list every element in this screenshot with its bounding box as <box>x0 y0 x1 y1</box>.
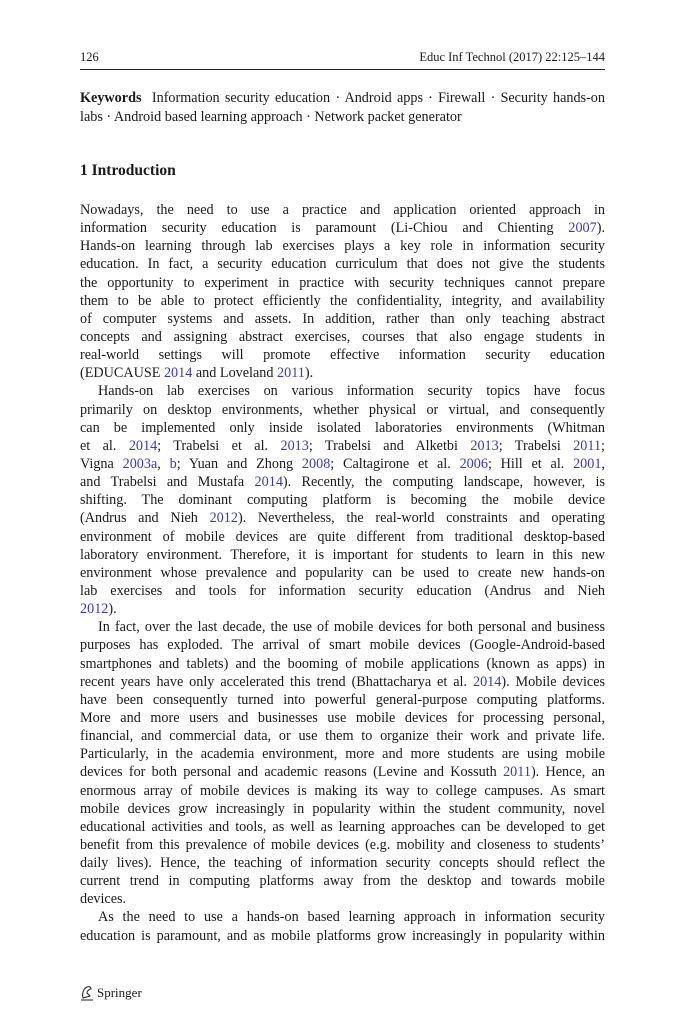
text-line <box>80 509 605 527</box>
text-segment: Hands-on learning through lab exercises plays a key role in information security <box>80 238 605 255</box>
citation-link[interactable]: 2014 <box>163 365 193 382</box>
text-segment: daily lives). Hence, the teaching of information security concepts should reflect the <box>80 855 605 872</box>
text-segment: ; <box>601 437 605 454</box>
text-segment: and Trabelsi and Mustafa <box>80 474 255 491</box>
text-segment: benefit from this prevalence of mobile devices (e.g. mobility and closeness to students’ <box>80 836 605 853</box>
text-line <box>80 546 605 564</box>
citation-link[interactable]: 2011 <box>573 437 602 454</box>
text-line <box>80 782 605 800</box>
text-segment: recent years have only accelerated this trend (Bhattacharya et al. <box>80 673 473 690</box>
springer-logo-icon <box>80 985 94 1001</box>
text-segment: ; Trabelsi <box>498 437 574 454</box>
text-line <box>80 473 605 491</box>
text-line <box>80 364 605 382</box>
text-line <box>80 655 605 673</box>
text-segment: them to be able to protect efficiently the confidentiality, integrity, and availability <box>80 292 605 309</box>
text-line <box>80 237 605 255</box>
section-heading: 1 Introduction <box>80 162 176 179</box>
keywords-label: Keywords <box>80 90 142 106</box>
text-segment: ; Caltagirone et al. <box>330 455 460 472</box>
text-segment: devices for both personal and academic reasons (Levine and Kossuth <box>80 764 504 781</box>
text-segment: ). Hence, an <box>530 764 605 781</box>
keywords-line-1: Information security education · Android apps · Firewall · Security hands-on <box>151 90 605 106</box>
page-number: 126 <box>80 50 99 64</box>
text-segment: et al. <box>80 437 129 454</box>
text-line <box>80 800 605 818</box>
text-segment: devices. <box>80 891 127 908</box>
text-line <box>80 927 605 945</box>
text-segment: enormous array of mobile devices is making its way to college campuses. As smart <box>80 782 605 799</box>
text-line <box>80 219 605 237</box>
text-line <box>80 582 605 600</box>
text-segment: current trend in computing platforms away from the desktop and towards mobile <box>80 873 605 890</box>
text-line <box>80 292 605 310</box>
text-line <box>80 709 605 727</box>
text-line <box>80 600 605 618</box>
citation-link[interactable]: 2007 <box>568 220 597 237</box>
text-segment: ). Recently, the computing landscape, however, is <box>282 474 606 491</box>
text-segment: lab exercises and tools for information security education (Andrus and Nieh <box>80 582 605 599</box>
text-segment: the opportunity to experiment in practice with security techniques cannot prepare <box>80 274 605 291</box>
text-segment: environment whose prevalence and popularity can be used to create new hands-on <box>80 564 605 581</box>
text-line <box>80 618 605 636</box>
text-segment: and Loveland <box>192 365 278 382</box>
journal-citation: Educ Inf Technol (2017) 22:125–144 <box>419 50 605 64</box>
text-segment: education. In fact, a security education curriculum that does not give the students <box>80 256 605 273</box>
text-line <box>80 274 605 292</box>
text-line <box>80 673 605 691</box>
citation-link[interactable]: 2008 <box>301 455 331 472</box>
text-line <box>80 564 605 582</box>
text-segment: ). Nevertheless, the real-world constraints and operating <box>237 510 606 527</box>
text-line <box>80 328 605 346</box>
text-line <box>80 763 605 781</box>
citation-link[interactable]: 2003a <box>122 455 158 472</box>
citation-link[interactable]: 2011 <box>277 365 305 382</box>
text-segment: financial, and commercial data, or use them to organize their work and private life. <box>80 728 605 745</box>
text-segment: shifting. The dominant computing platform is becoming the mobile device <box>80 492 605 509</box>
text-segment: More and more users and businesses use mobile devices for processing personal, <box>80 709 605 726</box>
text-segment: have been consequently turned into powerful general-purpose computing platforms. <box>80 691 605 708</box>
text-line <box>80 727 605 745</box>
text-segment: information security education is paramount (Li-Chiou and Chienting <box>80 220 569 237</box>
citation-link[interactable]: 2012 <box>209 510 238 527</box>
text-line <box>80 691 605 709</box>
text-line <box>80 401 605 419</box>
text-segment: can be implemented only inside isolated laboratories environments (Whitman <box>80 419 605 436</box>
text-line <box>80 310 605 328</box>
header-rule <box>80 69 605 70</box>
citation-link[interactable]: 2011 <box>503 764 531 781</box>
citation-link[interactable]: 2014 <box>128 437 158 454</box>
running-header <box>80 50 605 65</box>
text-segment: , <box>601 455 605 472</box>
citation-link[interactable]: 2013 <box>470 437 499 454</box>
text-segment: mobile devices grow increasingly in popularity within the student community, novel <box>80 800 605 817</box>
text-segment: ). <box>304 365 314 382</box>
text-line <box>80 528 605 546</box>
text-segment: , <box>157 455 170 472</box>
text-line <box>80 854 605 872</box>
text-segment: smartphones and tablets) and the booming of mobile applications (known as apps) in <box>80 655 605 672</box>
text-segment: (Andrus and Nieh <box>80 510 210 527</box>
text-segment: concepts and assigning abstract exercises, courses that also engage students in <box>80 328 605 345</box>
text-segment: Nowadays, the need to use a practice and application oriented approach in <box>80 202 605 218</box>
text-segment: ). <box>596 220 605 237</box>
citation-link[interactable]: 2012 <box>80 601 109 618</box>
text-line <box>80 818 605 836</box>
text-segment: of computer systems and assets. In addition, rather than only teaching abstract <box>80 310 605 327</box>
text-segment: Hands-on lab exercises on various information security topics have focus <box>98 383 605 400</box>
keywords <box>80 89 605 127</box>
text-segment: ; Yuan and Zhong <box>176 455 302 472</box>
citation-link[interactable]: 2014 <box>254 474 283 491</box>
citation-link[interactable]: 2006 <box>459 455 488 472</box>
text-line <box>80 890 605 908</box>
text-segment: education is paramount, and as mobile platforms grow increasingly in popularity within <box>80 927 605 944</box>
text-line <box>80 455 605 473</box>
body-text <box>80 201 605 945</box>
text-segment: purposes has exploded. The arrival of smart mobile devices (Google-Android-based <box>80 637 605 654</box>
text-segment: (EDUCAUSE <box>80 365 164 382</box>
text-segment: environment of mobile devices are quite different from traditional desktop-based <box>80 528 605 545</box>
text-segment: Particularly, in the academia environment, more and more students are using mobile <box>80 746 605 763</box>
text-line <box>80 908 605 926</box>
text-segment: ). Mobile devices <box>501 673 606 690</box>
text-segment: real-world settings will promote effective information security education <box>80 347 605 364</box>
publisher-name: Springer <box>97 985 142 1000</box>
text-segment: As the need to use a hands-on based learning approach in information security <box>98 909 605 926</box>
text-line <box>80 255 605 273</box>
text-segment: educational activities and tools, as well as learning approaches can be developed to get <box>80 818 605 835</box>
text-line <box>80 491 605 509</box>
text-line <box>80 201 605 219</box>
text-segment: ). <box>108 601 117 618</box>
text-segment: ; Hill et al. <box>487 455 574 472</box>
text-segment: primarily on desktop environments, whether physical or virtual, and consequently <box>80 401 605 418</box>
text-line <box>80 836 605 854</box>
text-line <box>80 437 605 455</box>
text-segment: ; Trabelsi and Alketbi <box>308 437 471 454</box>
text-line <box>80 745 605 763</box>
text-line <box>80 382 605 400</box>
publisher-footer <box>80 985 142 1001</box>
text-segment: ; Trabelsi et al. <box>157 437 281 454</box>
text-line <box>80 636 605 654</box>
text-line <box>80 872 605 890</box>
text-line <box>80 346 605 364</box>
text-line <box>80 419 605 437</box>
citation-link[interactable]: 2001 <box>573 455 602 472</box>
keywords-line-2: labs · Android based learning approach · Network packet generator <box>80 109 462 125</box>
citation-link[interactable]: 2013 <box>280 437 309 454</box>
citation-link[interactable]: b <box>169 455 177 472</box>
citation-link[interactable]: 2014 <box>472 673 502 690</box>
text-segment: laboratory environment. Therefore, it is important for students to learn in this new <box>80 546 605 563</box>
text-segment: Vigna <box>80 455 123 472</box>
text-segment: In fact, over the last decade, the use of mobile devices for both personal and business <box>98 619 605 636</box>
